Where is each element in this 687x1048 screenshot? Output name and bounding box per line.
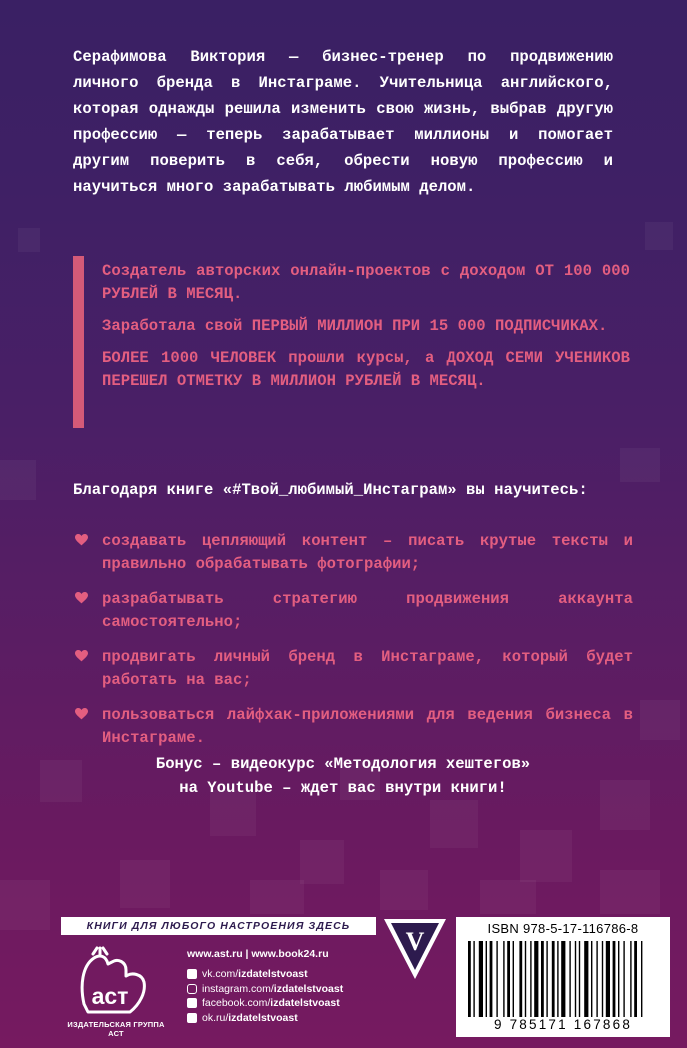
facebook-icon bbox=[187, 998, 197, 1008]
barcode-bar bbox=[591, 941, 592, 1017]
barcode-bar bbox=[623, 941, 624, 1017]
achievement-item: БОЛЕЕ 1000 ЧЕЛОВЕК прошли курсы, а ДОХОД СЕМИ УЧЕНИКОВ ПЕРЕШЕЛ ОТМЕТКУ В МИЛЛИОН РУБЛЕЙ В МЕСЯЦ. bbox=[102, 349, 630, 390]
bonus-note bbox=[60, 752, 626, 800]
barcode-bar bbox=[613, 941, 616, 1017]
barcode-bar bbox=[630, 941, 631, 1017]
heart-icon bbox=[75, 534, 88, 546]
barcode-bar bbox=[634, 941, 637, 1017]
skill-item bbox=[73, 704, 633, 750]
achievements bbox=[102, 260, 630, 402]
publisher-websites[interactable]: www.ast.ru | www.book24.ru bbox=[187, 948, 329, 960]
social-link-prefix: vk.com/ bbox=[202, 968, 239, 981]
barcode-bar bbox=[541, 941, 544, 1017]
skill-item bbox=[73, 530, 633, 576]
skill-item bbox=[73, 646, 633, 692]
barcode-bar bbox=[530, 941, 531, 1017]
heart-icon bbox=[75, 592, 88, 604]
barcode-bar bbox=[534, 941, 538, 1017]
author-bio-text: Серафимова Виктория — бизнес-тренер по продвижению личного бренда в Инстаграме. Учительница английского, которая однажды решила изменить свою жизнь, выбрав другую профессию — теперь зарабатывает миллионы и помогает другим поверить в себя, обрести новую профессию и научиться много зарабатывать любимым делом. bbox=[73, 48, 613, 196]
social-link-handle: izdatelstvoast bbox=[238, 968, 308, 981]
vk-icon bbox=[187, 969, 197, 979]
barcode-bar bbox=[496, 941, 497, 1017]
skill-item bbox=[73, 588, 633, 634]
barcode-bar bbox=[486, 941, 487, 1017]
social-link-handle: izdatelstvoast bbox=[270, 997, 340, 1010]
barcode-bar bbox=[606, 941, 610, 1017]
barcode-bar bbox=[641, 941, 642, 1017]
ast-logo-caption: ИЗДАТЕЛЬСКАЯ ГРУППА АСТ bbox=[67, 1020, 165, 1038]
social-link-handle: izdatelstvoast bbox=[228, 1011, 298, 1024]
social-link-facebook[interactable] bbox=[187, 996, 343, 1011]
barcode-bar bbox=[552, 941, 555, 1017]
achievement-item: Заработала свой ПЕРВЫЙ МИЛЛИОН ПРИ 15 000 ПОДПИСЧИКАХ. bbox=[102, 317, 608, 335]
social-link-odnoklassniki[interactable] bbox=[187, 1011, 343, 1026]
heart-icon bbox=[75, 650, 88, 662]
barcode-bar bbox=[468, 941, 471, 1017]
isbn-label: ISBN 978-5-17-116786-8 bbox=[487, 921, 639, 936]
instagram-icon bbox=[187, 984, 197, 994]
social-link-instagram[interactable] bbox=[187, 982, 343, 997]
barcode-bar bbox=[546, 941, 547, 1017]
odnoklassniki-icon bbox=[187, 1013, 197, 1023]
bonus-line-2: на Youtube – ждет вас внутри книги! bbox=[179, 779, 507, 797]
barcode-bar bbox=[569, 941, 570, 1017]
barcode-bar bbox=[575, 941, 576, 1017]
publisher-tagline: КНИГИ ДЛЯ ЛЮБОГО НАСТРОЕНИЯ ЗДЕСЬ bbox=[61, 917, 376, 935]
publisher-social-links bbox=[187, 967, 343, 1025]
skills-intro: Благодаря книге «#Твой_любимый_Инстаграм» вы научитесь: bbox=[73, 481, 588, 499]
social-link-prefix: instagram.com/ bbox=[202, 982, 274, 995]
social-link-handle: izdatelstvoast bbox=[273, 982, 344, 995]
bonus-line-1: Бонус – видеокурс «Методология хештегов» bbox=[155, 755, 531, 773]
barcode-bar bbox=[584, 941, 588, 1017]
imprint-v-letter: V bbox=[405, 927, 425, 956]
skill-text: продвигать личный бренд в Инстаграме, который будет работать на вас; bbox=[102, 648, 633, 689]
barcode-bar bbox=[473, 941, 474, 1017]
social-link-prefix: ok.ru/ bbox=[202, 1011, 229, 1024]
skill-text: создавать цепляющий контент – писать крутые тексты и правильно обрабатывать фотографии; bbox=[102, 532, 633, 573]
barcode-bar bbox=[596, 941, 597, 1017]
barcode-bar bbox=[519, 941, 522, 1017]
achievement-item: Создатель авторских онлайн-проектов с доходом ОТ 100 000 РУБЛЕЙ В МЕСЯЦ. bbox=[102, 262, 630, 303]
author-bio bbox=[73, 44, 613, 200]
skill-text: пользоваться лайфхак-приложениями для ведения бизнеса в Инстаграме. bbox=[102, 706, 633, 747]
barcode-bar bbox=[507, 941, 510, 1017]
isbn-digits: 9 785171 167868 bbox=[493, 1017, 633, 1032]
barcode-bar bbox=[513, 941, 514, 1017]
barcode-bar bbox=[490, 941, 493, 1017]
barcode-bar bbox=[561, 941, 565, 1017]
skills-list bbox=[73, 530, 633, 762]
barcode-bar bbox=[503, 941, 504, 1017]
barcode-bar bbox=[618, 941, 619, 1017]
barcode-bar bbox=[557, 941, 558, 1017]
imprint-v-logo bbox=[382, 917, 448, 981]
social-link-vk[interactable] bbox=[187, 967, 343, 982]
isbn-barcode bbox=[456, 917, 670, 1037]
barcode-bar bbox=[579, 941, 580, 1017]
barcode-bars bbox=[468, 941, 662, 1017]
achievements-accent-bar bbox=[73, 256, 84, 428]
barcode-bar bbox=[602, 941, 603, 1017]
barcode-bar bbox=[525, 941, 526, 1017]
ast-logo-text: аст bbox=[91, 983, 129, 1009]
social-link-prefix: facebook.com/ bbox=[202, 997, 271, 1010]
barcode-bar bbox=[479, 941, 483, 1017]
skill-text: разрабатывать стратегию продвижения аккаунта самостоятельно; bbox=[102, 590, 633, 631]
heart-icon bbox=[75, 708, 88, 720]
